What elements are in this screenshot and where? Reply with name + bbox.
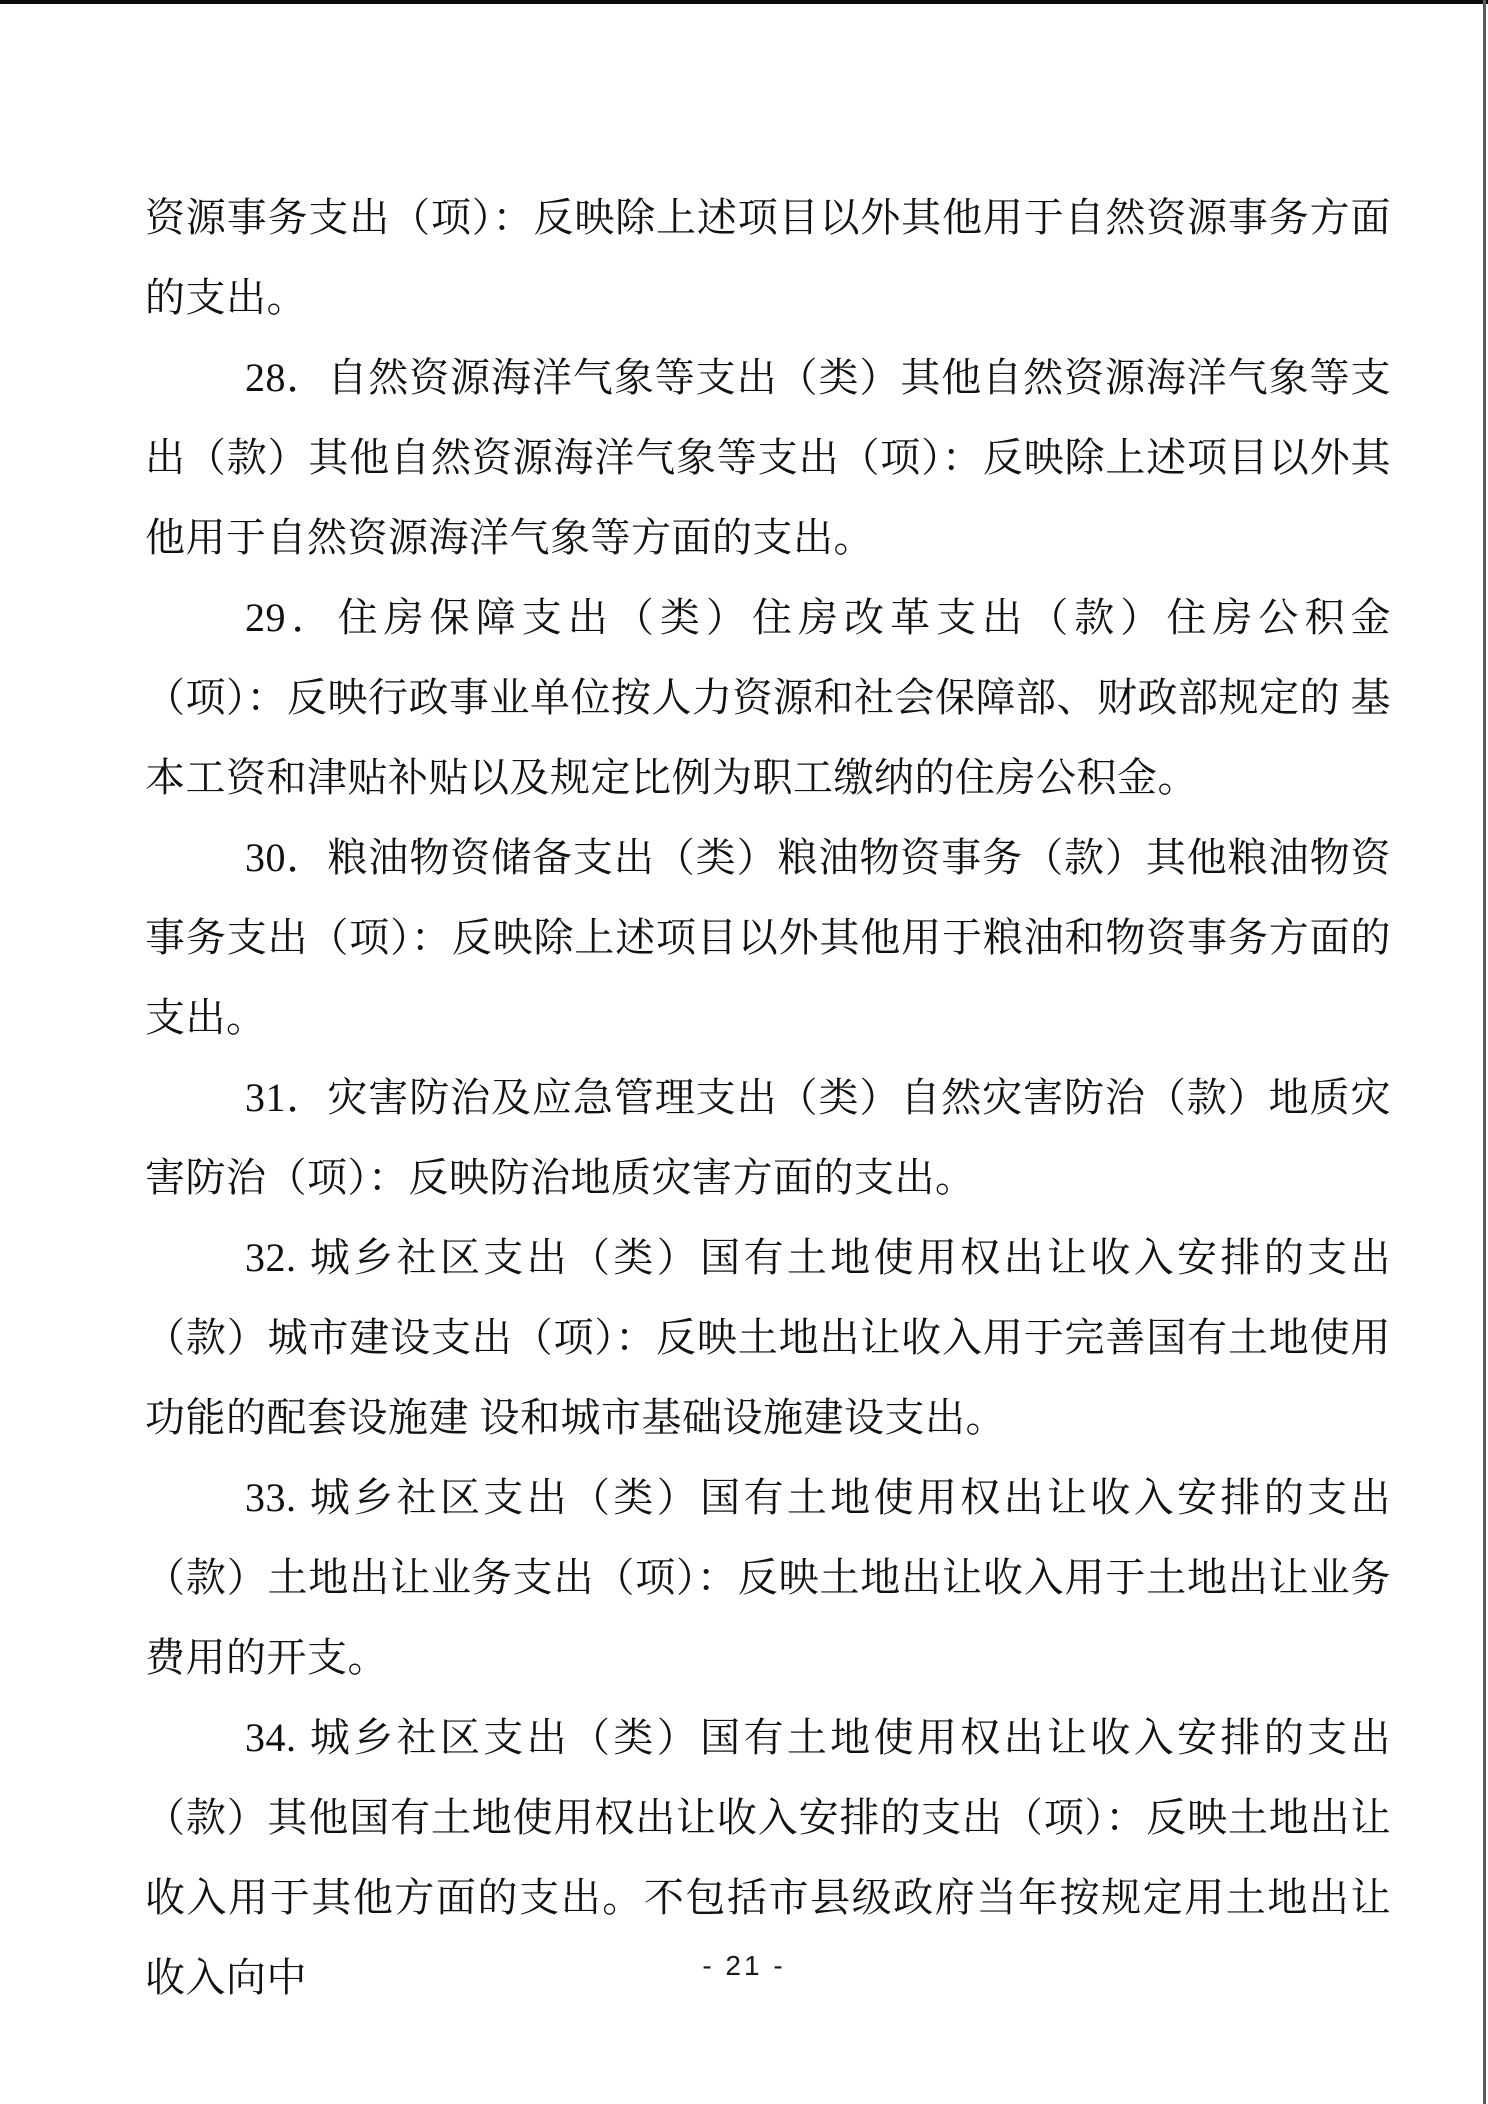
paragraph-item-34: 34. 城乡社区支出（类）国有土地使用权出让收入安排的支出（款）其他国有土地使用权出让收入安排的支出（项）：反映土地出让收入用于其他方面的支出。不包括市县级政府当年按规定用土地出让收入向中 xyxy=(145,1715,1391,2000)
scan-artifact-right-edge-line xyxy=(1483,0,1486,2104)
document-body xyxy=(145,178,1391,2018)
page-number: - 21 - xyxy=(702,1950,786,1981)
paragraph-item-28: 28．自然资源海洋气象等支出（类）其他自然资源海洋气象等支出（款）其他自然资源海洋气象等支出（项）：反映除上述项目以外其他用于自然资源海洋气象等方面的支出。 xyxy=(145,355,1391,560)
scan-artifact-top-bar xyxy=(0,0,1488,4)
paragraph-item-32: 32. 城乡社区支出（类）国有土地使用权出让收入安排的支出（款）城市建设支出（项）：反映土地出让收入用于完善国有土地使用功能的配套设施建 设和城市基础设施建设支出。 xyxy=(145,1235,1391,1440)
paragraph-item-29: 29．住房保障支出（类）住房改革支出（款）住房公积金（项）：反映行政事业单位按人力资源和社会保障部、财政部规定的 基本工资和津贴补贴以及规定比例为职工缴纳的住房公积金。 xyxy=(145,595,1391,800)
paragraph-item-31: 31．灾害防治及应急管理支出（类）自然灾害防治（款）地质灾害防治（项）：反映防治地质灾害方面的支出。 xyxy=(145,1075,1391,1200)
paragraph-item-27-continued: 资源事务支出（项）：反映除上述项目以外其他用于自然资源事务方面的支出。 xyxy=(145,195,1391,320)
paragraph-item-33: 33. 城乡社区支出（类）国有土地使用权出让收入安排的支出（款）土地出让业务支出（项）：反映土地出让收入用于土地出让业务费用的开支。 xyxy=(145,1475,1391,1680)
paragraph-item-30: 30．粮油物资储备支出（类）粮油物资事务（款）其他粮油物资事务支出（项）：反映除上述项目以外其他用于粮油和物资事务方面的支出。 xyxy=(145,835,1391,1040)
